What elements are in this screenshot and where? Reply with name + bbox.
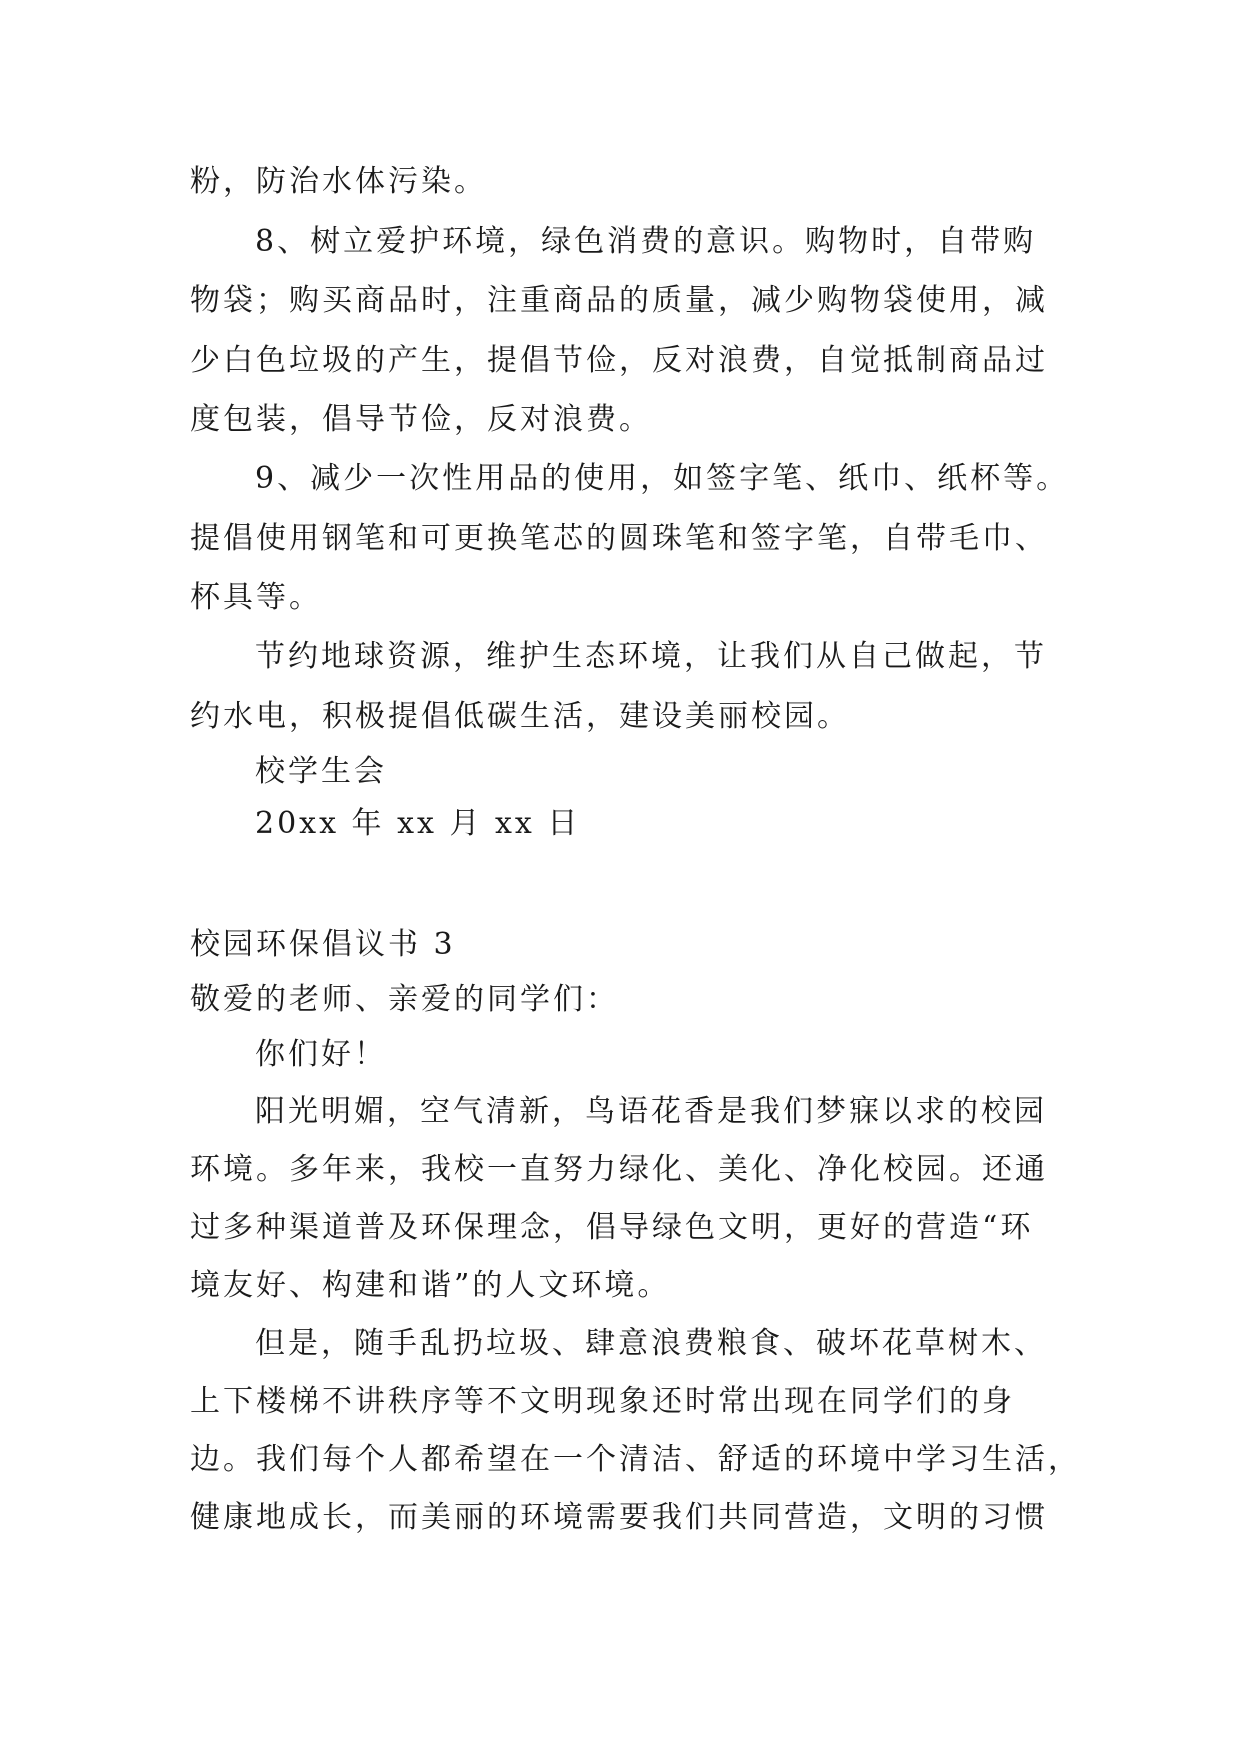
text-line: 8、树立爱护环境，绿色消费的意识。购物时，自带购 bbox=[255, 224, 1037, 259]
salutation: 敬爱的老师、亲爱的同学们： bbox=[190, 982, 619, 1017]
text-line: 节约地球资源，维护生态环境，让我们从自己做起，节 bbox=[255, 639, 1047, 674]
text-line: 过多种渠道普及环保理念，倡导绿色文明，更好的营造“环 bbox=[190, 1210, 1034, 1245]
greeting: 你们好！ bbox=[255, 1037, 387, 1072]
date: 20xx 年 xx 月 xx 日 bbox=[255, 806, 581, 841]
text-line: 少白色垃圾的产生，提倡节俭，反对浪费，自觉抵制商品过 bbox=[190, 343, 1048, 378]
signature: 校学生会 bbox=[255, 754, 387, 789]
text-line: 但是，随手乱扔垃圾、肆意浪费粮食、破坏花草树木、 bbox=[255, 1326, 1047, 1361]
text-line: 环境。多年来，我校一直努力绿化、美化、净化校园。还通 bbox=[190, 1152, 1048, 1187]
text-line: 上下楼梯不讲秩序等不文明现象还时常出现在同学们的身 bbox=[190, 1384, 1015, 1419]
section-title: 校园环保倡议书 3 bbox=[190, 927, 456, 962]
text-line: 约水电，积极提倡低碳生活，建设美丽校园。 bbox=[190, 699, 850, 734]
text-line: 物袋；购买商品时，注重商品的质量，减少购物袋使用，减 bbox=[190, 283, 1048, 318]
text-line: 阳光明媚，空气清新，鸟语花香是我们梦寐以求的校园 bbox=[255, 1094, 1047, 1129]
text-line: 粉，防治水体污染。 bbox=[190, 164, 487, 199]
text-line: 境友好、构建和谐”的人文环境。 bbox=[190, 1268, 671, 1303]
text-line: 杯具等。 bbox=[190, 580, 322, 615]
text-line: 9、减少一次性用品的使用，如签字笔、纸巾、纸杯等。 bbox=[255, 461, 1070, 496]
text-line: 度包装，倡导节俭，反对浪费。 bbox=[190, 402, 652, 437]
text-line: 边。我们每个人都希望在一个清洁、舒适的环境中学习生活， bbox=[190, 1442, 1081, 1477]
text-line: 健康地成长，而美丽的环境需要我们共同营造，文明的习惯 bbox=[190, 1500, 1048, 1535]
text-line: 提倡使用钢笔和可更换笔芯的圆珠笔和签字笔，自带毛巾、 bbox=[190, 521, 1048, 556]
